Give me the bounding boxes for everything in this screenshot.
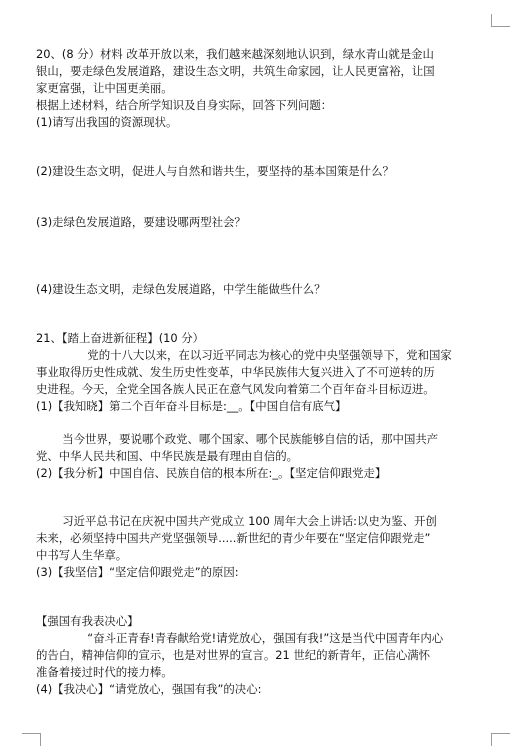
q20-sub-question-1: (1)请写出我国的资源现状。 xyxy=(36,115,178,129)
q21-para2-line-2: 党、中华人民共和国、中华民族是最有理由自信的。 xyxy=(36,449,298,463)
q21-para1-line-1: 党的十八大以来，在以习近平同志为核心的党中央坚强领导下，党和国家 xyxy=(87,348,452,362)
q21-sub-question-1: (1)【我知晓】第二个百年奋斗目标是:__。【中国自信有底气】 xyxy=(36,399,347,413)
q21-para3-line-2: 未来，必须坚持中国共产党坚强领导.....新世纪的青少年要在“坚定信仰跟党走” xyxy=(36,531,431,545)
page-corner-mark-bottom-left xyxy=(22,733,41,746)
q21-sub-question-2: (2)【我分析】中国自信、民族自信的根本所在:_。【坚定信仰跟党走】 xyxy=(36,466,387,480)
q21-para1-line-2: 事业取得历史性成就、发生历史性变革，中华民族伟大复兴进入了不可逆转的历 xyxy=(36,365,435,379)
q20-sub-question-4: (4)建设生态文明，走绿色发展道路，中学生能做些什么？ xyxy=(36,282,326,296)
q20-sub-question-2: (2)建设生态文明，促进人与自然和谐共生，要坚持的基本国策是什么？ xyxy=(36,164,394,178)
q21-para4-line-3: 准备着接过时代的接力棒。 xyxy=(36,665,173,679)
q21-para3-line-3: 中书写人生华章。 xyxy=(36,548,128,562)
q21-para2-line-1: 当今世界，要说哪个政党、哪个国家、哪个民族能够自信的话，那中国共产 xyxy=(62,432,439,446)
q20-intro-line-2: 银山，要走绿色发展道路，建设生态文明，共筑生命家园，让人民更富裕，让国 xyxy=(36,64,435,78)
q21-para4-line-1: “奋斗正青春!青春献给党!请党放心，强国有我!”这是当代中国青年内心 xyxy=(87,631,444,645)
q21-para3-line-1: 习近平总书记在庆祝中国共产党成立 100 周年大会上讲话:以史为鉴、开创 xyxy=(62,514,437,528)
q21-sub-question-3: (3)【我坚信】“坚定信仰跟党走”的原因: xyxy=(36,565,239,579)
q21-section-title: 【强国有我表决心】 xyxy=(36,614,139,628)
q20-intro-line-1: 20、(8 分）材料 改革开放以来，我们越来越深刻地认识到，绿水青山就是金山 xyxy=(36,47,434,61)
page-corner-mark-bottom-right xyxy=(491,733,510,746)
q21-title: 21、【踏上奋进新征程】(10 分） xyxy=(36,331,205,345)
q20-instruction: 根据上述材料，结合所学知识及自身实际，回答下列问题： xyxy=(36,98,333,112)
q20-intro-line-3: 家更富强，让中国更美丽。 xyxy=(36,81,173,95)
q21-para4-line-2: 的告白，精神信仰的宣示，也是对世界的宣言。21 世纪的新青年，正信心满怀 xyxy=(36,648,431,662)
page-corner-mark-top-right xyxy=(491,14,510,27)
q21-para1-line-3: 史进程。今天，全党全国各族人民正在意气风发向着第二个百年奋斗目标迈进。 xyxy=(36,382,435,396)
q21-sub-question-4: (4)【我决心】“请党放心，强国有我”的决心: xyxy=(36,682,262,696)
q20-sub-question-3: (3)走绿色发展道路，要建设哪两型社会？ xyxy=(36,215,246,229)
